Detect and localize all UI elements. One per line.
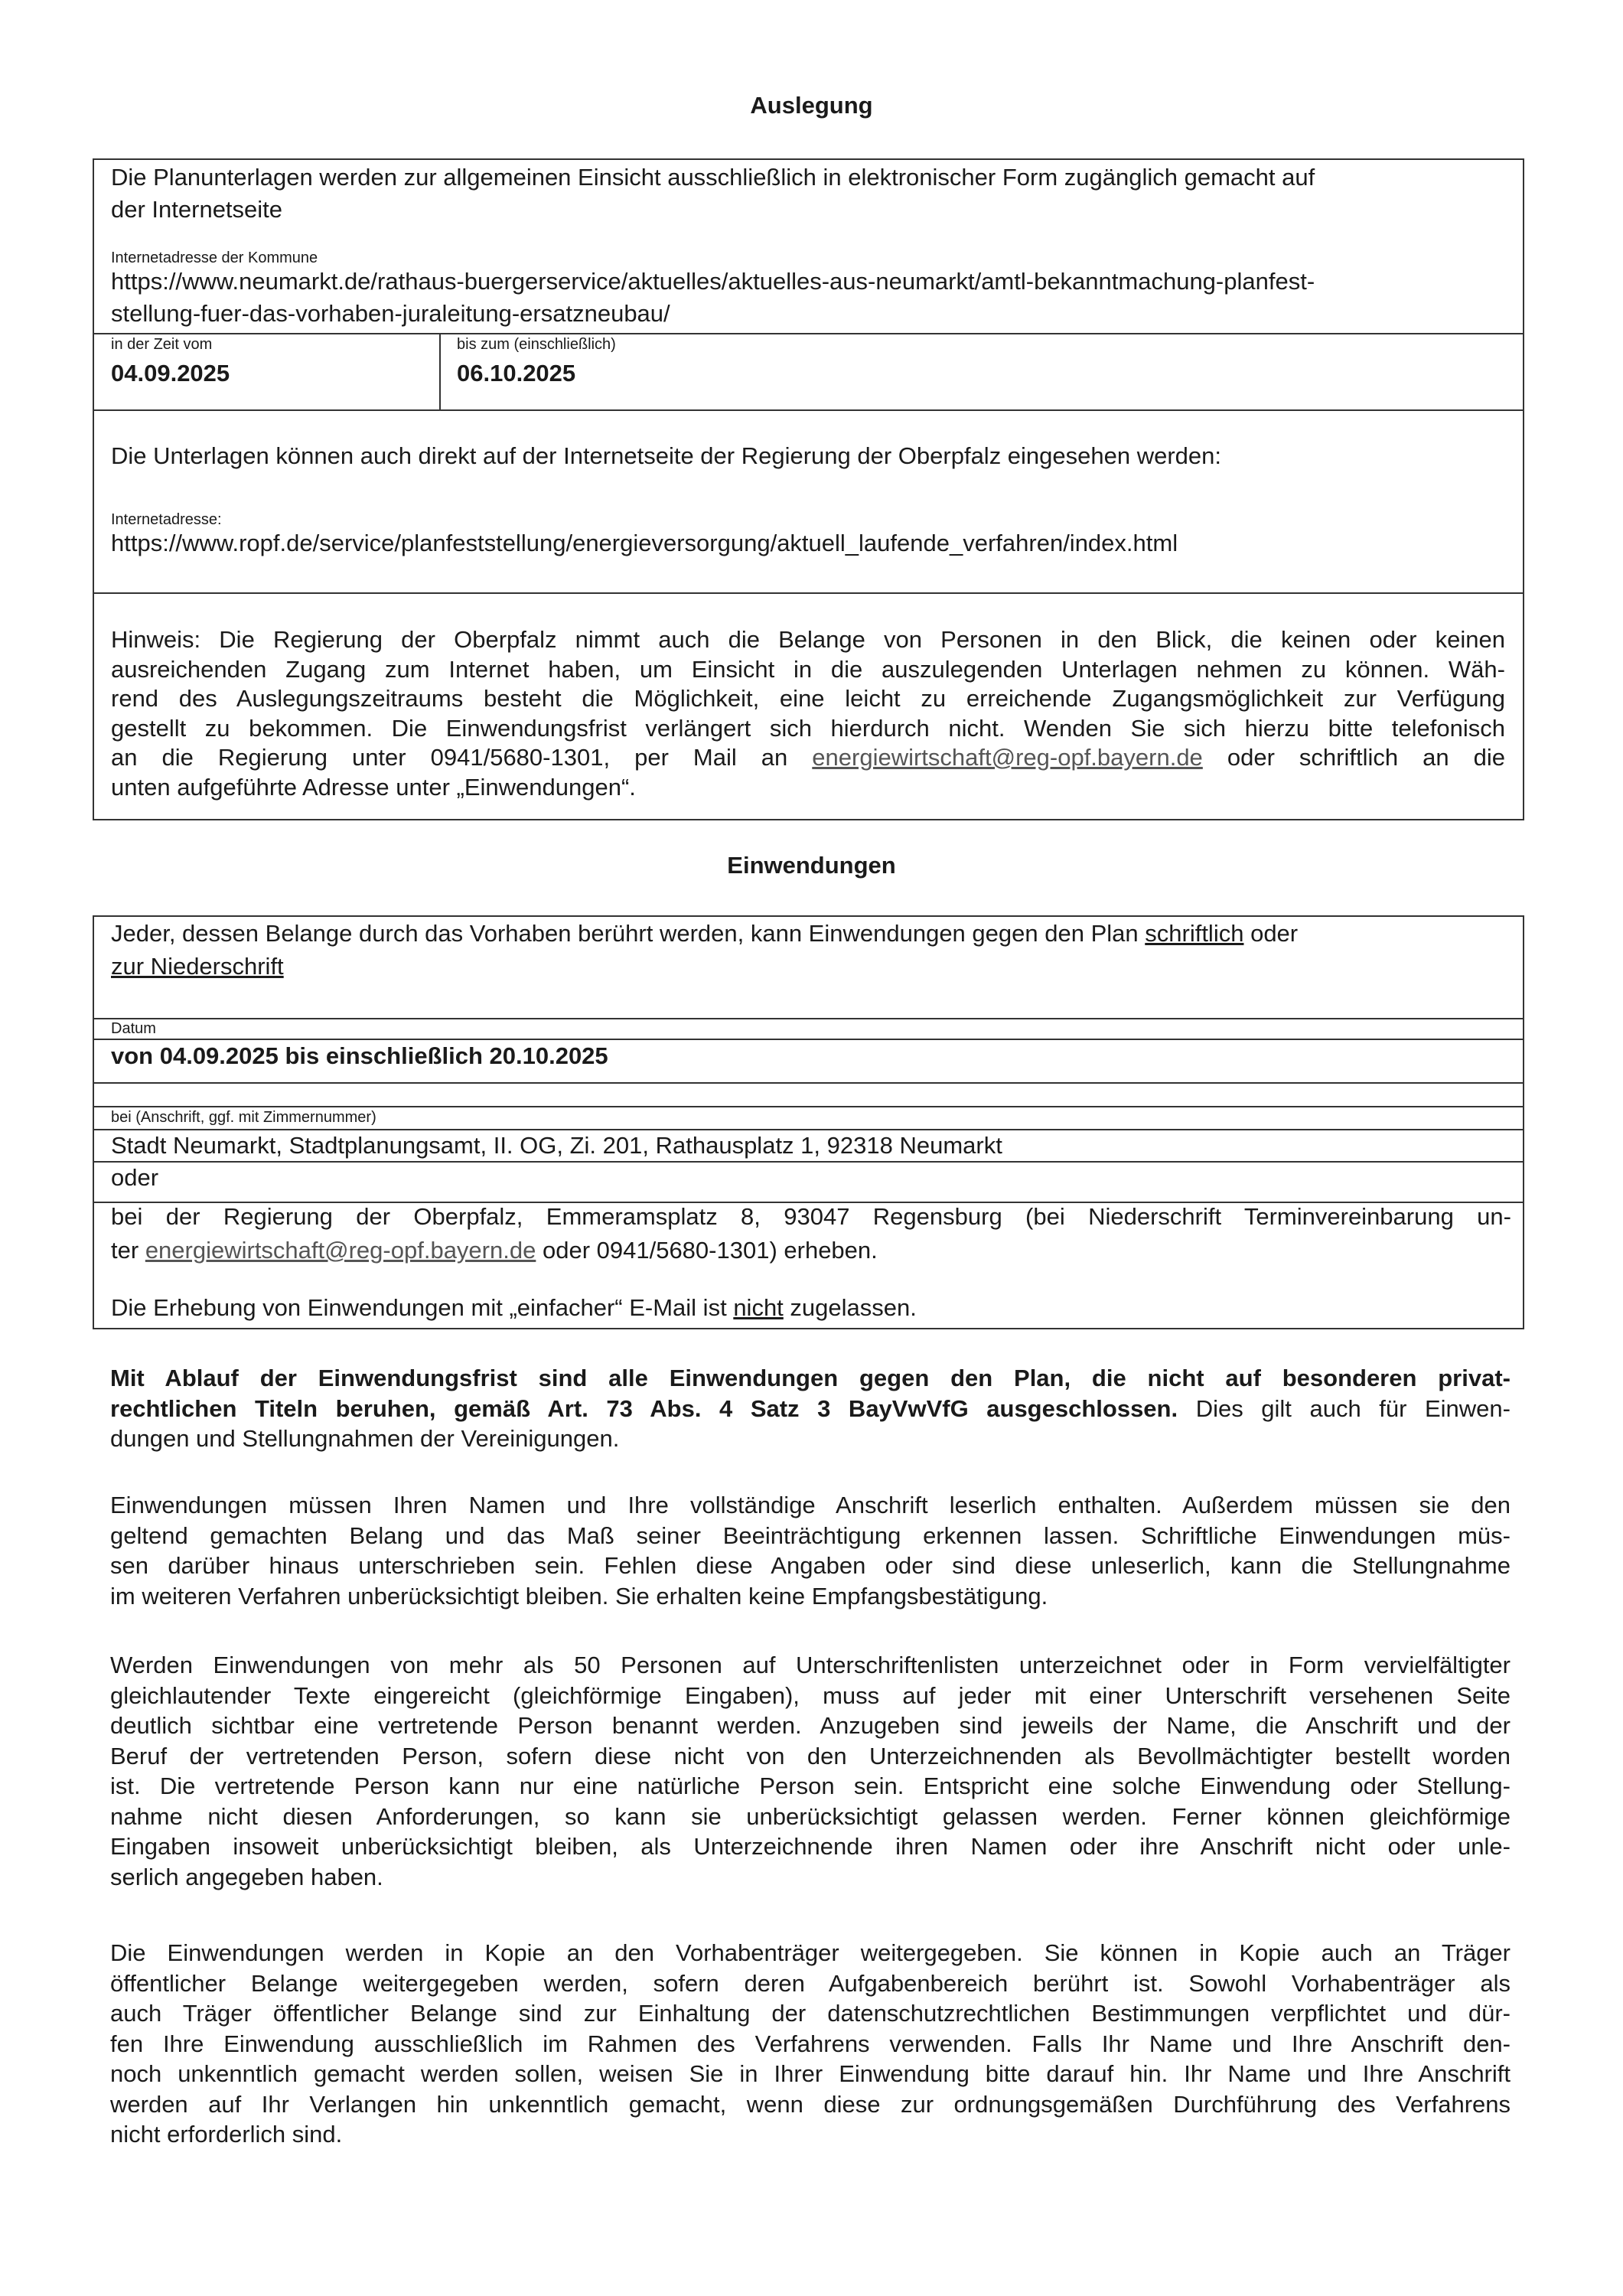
paragraph-line: Die Einwendungen werden in Kopie an den Vorhabenträger weitergegeben. Sie können in Kopie auch an Träger — [110, 1939, 1511, 1966]
regierung-address-text: oder 0941/5680-1301) erheben. — [542, 1237, 878, 1264]
paragraph-line: geltend gemachten Belang und das Maß seiner Beeinträchtigung erkennen lassen. Schriftliche Einwendungen müs- — [110, 1521, 1511, 1549]
datum-value: von 04.09.2025 bis einschließlich 20.10.2025 — [111, 1042, 608, 1069]
paragraph-line: Eingaben insoweit unberücksichtigt bleiben, als Unterzeichnende ihren Namen oder ihre Anschrift nicht oder unle- — [110, 1833, 1511, 1860]
paragraph-line: nahme nicht diesen Anforderungen, so kann sie unberücksichtigt gelassen werden. Ferner können gleichförmige — [110, 1802, 1511, 1830]
einwendungen-heading: Einwendungen — [727, 852, 896, 879]
to-date-label: bis zum (einschließlich) — [457, 336, 616, 353]
divider — [94, 333, 1523, 334]
oder-text: oder — [111, 1164, 159, 1191]
paragraph-line: im weiteren Verfahren unberücksichtigt bleiben. Sie erhalten keine Empfangsbestätigung. — [110, 1582, 1048, 1609]
paragraph-line: Mit Ablauf der Einwendungsfrist sind alle Einwendungen gegen den Plan, die nicht auf besonderen privat- — [110, 1365, 1511, 1391]
regierung-email-link[interactable]: energiewirtschaft@reg-opf.bayern.de — [145, 1237, 536, 1264]
email-note-text: Die Erhebung von Einwendungen mit „einfacher“ E-Mail ist — [111, 1294, 727, 1321]
paragraph-line: Beruf der vertretenden Person, sofern diese nicht von den Unterzeichnenden als Bevollmächtigter bestellt worden — [110, 1742, 1511, 1769]
paragraph-line: Werden Einwendungen von mehr als 50 Personen auf Unterschriftenlisten unterzeichnet oder in Form vervielfältigter — [110, 1652, 1511, 1678]
hinweis-line: unten aufgeführte Adresse unter „Einwendungen“. — [111, 773, 636, 801]
hinweis-line: gestellt zu bekommen. Die Einwendungsfrist verlängert sich hierdurch nicht. Wenden Sie sich hierzu bitte telefonisch — [111, 714, 1505, 742]
paragraph-bold-text: rechtlichen Titeln beruhen, gemäß Art. 73 Abs. 4 Satz 3 BayVwVfG ausgeschlossen. — [110, 1394, 1178, 1422]
auslegung-intro-line: Die Planunterlagen werden zur allgemeinen Einsicht ausschließlich in elektronischer Form zugänglich gemacht auf — [111, 164, 1315, 191]
divider — [94, 1106, 1523, 1107]
paragraph-line: werden auf Ihr Verlangen hin unkenntlich gemacht, wenn diese zur ordnungsgemäßen Durchführung des Verfahrens — [110, 2090, 1511, 2118]
regierung-address-text: ter — [111, 1237, 139, 1264]
divider — [439, 333, 441, 410]
regierung-address-line — [111, 1234, 1511, 1267]
regierung-address-line: bei der Regierung der Oberpfalz, Emmeramsplatz 8, 93047 Regensburg (bei Niederschrift Terminvereinbarung un- — [111, 1203, 1511, 1230]
paragraph-datenschutz — [110, 1938, 1511, 2150]
paragraph-line: noch unkenntlich gemacht werden sollen, weisen Sie in Ihrer Einwendung bitte darauf hin. Ihr Name und Ihre Anschrift — [110, 2060, 1511, 2087]
anschrift-value: Stadt Neumarkt, Stadtplanungsamt, II. OG, Zi. 201, Rathausplatz 1, 92318 Neumarkt — [111, 1132, 1002, 1159]
paragraph-line: ist. Die vertretende Person kann nur eine natürliche Person sein. Entspricht eine solche Einwendung oder Stellung- — [110, 1773, 1511, 1799]
paragraph-line: serlich angegeben haben. — [110, 1863, 383, 1890]
schriftlich-link: schriftlich — [1145, 920, 1244, 947]
kommune-url-line: stellung-fuer-das-vorhaben-juraleitung-ersatzneubau/ — [111, 300, 670, 327]
hinweis-line: ausreichenden Zugang zum Internet haben, um Einsicht in die auszulegenden Unterlagen nehmen zu können. Wäh- — [111, 655, 1505, 683]
paragraph-gleichfoermige-eingaben — [110, 1650, 1511, 1892]
paragraph-text: Dies gilt auch für Einwen- — [1195, 1394, 1511, 1422]
anschrift-label: bei (Anschrift, ggf. mit Zimmernummer) — [111, 1109, 376, 1126]
kommune-url-line: https://www.neumarkt.de/rathaus-buergerservice/aktuelles/aktuelles-aus-neumarkt/amtl-bekanntmachung-planfest- — [111, 268, 1315, 295]
divider — [94, 1161, 1523, 1163]
regierung-text: Die Unterlagen können auch direkt auf der Internetseite der Regierung der Oberpfalz eingesehen werden: — [111, 442, 1222, 469]
paragraph-line: nicht erforderlich sind. — [110, 2121, 343, 2148]
einwendungen-intro-text: Jeder, dessen Belange durch das Vorhaben berührt werden, kann Einwendungen gegen den Plan — [111, 920, 1139, 947]
divider — [94, 409, 1523, 411]
kommune-url — [111, 266, 1519, 330]
auslegung-intro-line: der Internetseite — [111, 196, 283, 223]
paragraph-anforderungen — [110, 1490, 1511, 1611]
paragraph-line: auch Träger öffentlicher Belange sind zur Einhaltung der datenschutzrechtlichen Bestimmungen verpflichtet und dür- — [110, 2000, 1511, 2027]
hinweis-line — [111, 743, 1505, 773]
email-note — [111, 1292, 917, 1324]
email-note-text: zugelassen. — [790, 1294, 917, 1321]
hinweis-line-text: oder schriftlich an die — [1227, 744, 1505, 771]
from-date-label: in der Zeit vom — [111, 336, 213, 353]
from-date: 04.09.2025 — [111, 360, 230, 386]
auslegung-heading: Auslegung — [750, 92, 873, 119]
auslegung-intro — [111, 161, 1511, 226]
einwendungen-intro-text: oder — [1250, 920, 1299, 947]
regierung-address — [111, 1200, 1511, 1267]
divider — [94, 1018, 1523, 1019]
hinweis-line: Hinweis: Die Regierung der Oberpfalz nimmt auch die Belange von Personen in den Blick, die keinen oder keinen — [111, 626, 1505, 653]
niederschrift-link: zur Niederschrift — [111, 953, 284, 980]
auslegung-box — [93, 158, 1524, 820]
to-date: 06.10.2025 — [457, 360, 576, 386]
regierung-url-label: Internetadresse: — [111, 511, 222, 528]
paragraph-line: Einwendungen müssen Ihren Namen und Ihre vollständige Anschrift leserlich enthalten. Außerdem müssen sie den — [110, 1492, 1511, 1518]
kommune-url-label: Internetadresse der Kommune — [111, 249, 318, 266]
divider — [94, 1082, 1523, 1084]
hinweis-line-text: an die Regierung unter 0941/5680-1301, per Mail an — [111, 744, 788, 771]
paragraph-line — [110, 1394, 1511, 1424]
paragraph-line: sen darüber hinaus unterschrieben sein. Fehlen diese Angaben oder sind diese unleserlich, kann die Stellungnahme — [110, 1552, 1511, 1579]
datum-label: Datum — [111, 1020, 156, 1037]
hinweis-email-link[interactable]: energiewirtschaft@reg-opf.bayern.de — [812, 744, 1203, 771]
einwendungen-box — [93, 915, 1524, 1329]
paragraph-line: öffentlicher Belange weitergegeben werden, sofern deren Aufgabenbereich berührt ist. Sowohl Vorhabenträger als — [110, 1969, 1511, 1997]
paragraph-ausschluss — [110, 1363, 1511, 1454]
paragraph-line: gleichlautender Texte eingereicht (gleichförmige Eingaben), muss auf jeder mit einer Unterschrift versehenen Seite — [110, 1681, 1511, 1709]
divider — [94, 592, 1523, 594]
regierung-url: https://www.ropf.de/service/planfeststellung/energieversorgung/aktuell_laufende_verfahren/index.html — [111, 530, 1178, 556]
paragraph-line: fen Ihre Einwendung ausschließlich im Rahmen des Verfahrens verwenden. Falls Ihr Name und Ihre Anschrift den- — [110, 2030, 1511, 2057]
paragraph-line: dungen und Stellungnahmen der Vereinigungen. — [110, 1425, 620, 1452]
einwendungen-intro — [111, 917, 1519, 983]
hinweis-line: rend des Auslegungszeitraums besteht die Möglichkeit, eine leicht zu erreichende Zugangsmöglichkeit zur Verfügung — [111, 685, 1505, 712]
hinweis-text — [111, 625, 1505, 802]
email-note-emphasis: nicht — [733, 1294, 784, 1321]
einwendungen-intro-line — [111, 917, 1519, 950]
paragraph-line: deutlich sichtbar eine vertretende Person benannt werden. Anzugeben sind jeweils der Name, die Anschrift und der — [110, 1712, 1511, 1739]
